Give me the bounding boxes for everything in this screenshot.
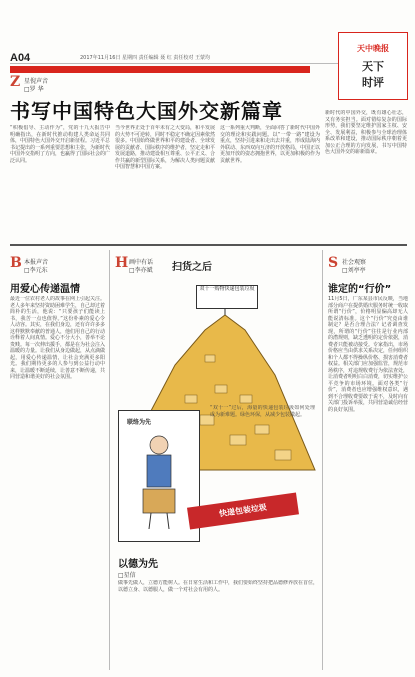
column-name: 星倪声音 <box>24 78 49 85</box>
middle-sub-body: 做事先做人，立德方能树人。在日常生活和工作中，我们要始终坚持把品德修养放在首位，以德立身、以德服人，做一个对社会有用的人。 <box>118 580 318 593</box>
right-column-letter: S <box>328 255 339 271</box>
author: □罗 华 <box>24 86 44 93</box>
main-headline: 书写中国特色大国外交新篇章 <box>10 99 283 123</box>
masthead-box <box>338 32 408 100</box>
left-column-letter: B <box>10 255 22 271</box>
right-headline: 谁定的“行价” <box>328 284 392 295</box>
middle-author: □李亦斌 <box>129 267 153 274</box>
right-divider <box>322 250 323 670</box>
main-body-col2: 当今世界正处于百年未有之大变局，和平发展的大势不可逆转，同时不稳定不确定因素依然很多。中国始终做世界和平的建设者、全球发展的贡献者、国际秩序的维护者，坚定走和平发展道路，推动建设相互尊重、公平正义、合作共赢的新型国际关系，为解决人类问题贡献中国智慧和中国方案。 <box>115 125 215 170</box>
package-box-banner: 快递包装垃圾 <box>187 492 299 529</box>
left-divider <box>109 250 110 670</box>
main-body-col1: “积极倡导、主动作为”，党的十九大报告中明确指出，在新时代推动构建人类命运共同体，中国特色大国外交开启新征程。习近平总书记提出的一系列重要思想和主张，为新时代中国外交指明了方向，也赢得了国际社会的广泛认同。 <box>10 125 110 164</box>
section-title-line1: 天下 <box>362 60 384 73</box>
person-with-package-illustration <box>129 431 189 531</box>
column-letter: Z <box>10 74 21 90</box>
cartoon-panel <box>118 410 200 542</box>
cartoon-caption: “双十一”过后，海量的快递包装垃圾如何处理成为新难题。绿色环保，从减少包装做起。 <box>210 405 315 418</box>
left-column-name: 本报声音 <box>24 259 49 266</box>
header-red-bar <box>10 66 310 73</box>
right-column-name: 社会观察 <box>342 259 367 266</box>
section-divider <box>10 244 407 246</box>
mini-label: 联络为先 <box>127 419 152 426</box>
middle-sub-headline: 以德为先 <box>118 559 158 570</box>
middle-column-letter: H <box>115 255 129 271</box>
middle-sub-author: □星信 <box>118 572 136 579</box>
page-number: A04 <box>10 52 31 64</box>
left-author: □李元东 <box>24 267 48 274</box>
main-body-col3: 这一系列重大判断，全面回答了新时代中国外交的理论和实践问题。以“一带一路”建设为重点，坚持引进来和走出去并重，形成陆海内外联动、东西双向互济的开放格局，中国正以更加开放的姿态拥抱世界，以更加积极的作为贡献世界。 <box>220 125 320 164</box>
right-body: 11月5日，广东某县市民反映，当地部分商户在提供婚庆服务时统一收取所谓“行价”，价格明显偏高却无人能说清标准。这个“行价”究竟由谁制定？是否合理合法？记者调查发现，所谓的“行价”往往是行业内部的潜规则，缺乏透明的定价依据，消费者只能被动接受。专家指出，市场价格应当由供求关系决定，任何组织和个人都不得操纵价格、损害消费者权益。相关部门应加强监管，规范市场秩序，对违规收费行为依法查处，让消费者明明白白消费，切实维护公平竞争的市场环境。面对各类“行价”，消费者也应增强维权意识，遇到不合理收费要敢于说不，及时向有关部门投诉举报，共同营造诚信经营的良好氛围。 <box>328 296 408 413</box>
cartoon-title: 扫货之后 <box>172 262 212 273</box>
issue-info: 2017年11月16日 星期四 责任编辑 聂 红 责任校对 王蒙均 <box>80 55 210 61</box>
mountain-sign: 双十一购物快递包装垃圾 <box>196 285 258 309</box>
section-title-line2: 时评 <box>362 76 384 89</box>
left-headline: 用爱心传递温情 <box>10 284 80 295</box>
left-body: 最近一位农村老人的故事在网上引起关注。老人多年来坚持资助困难学生，自己却过着简朴的生活，他说：“只要孩子们能读上书，我苦一点也值得。”这份朴素的爱心令人动容。其实，在我们身边，还有许许多多这样默默奉献的普通人，他们用自己的行动诠释着人间真情。爱心不分大小，善举不论贵贱。每一次伸出援手，都是在为社会注入温暖的力量。让我们从身边做起，从点滴做起，用爱心传递温情，让社会充满更多阳光。我们期待更多的人参与到公益行动中来，让温暖不断延续，让善意不断传递，共同营造和谐美好的社会氛围。 <box>10 296 105 380</box>
right-author: □刘亭亭 <box>342 267 366 274</box>
main-body-col4: 新时代的中国外交，既有雄心壮志，又有务实担当。面对错综复杂的国际形势，我们要坚定维护国家主权、安全、发展利益，积极参与全球治理体系改革和建设，推动国际秩序朝着更加公正合理的方向发展，书写中国特色大国外交的崭新篇章。 <box>325 110 407 155</box>
header-rule <box>10 63 345 64</box>
middle-column-name: 画中有话 <box>129 259 154 266</box>
newspaper-name: 天中晚报 <box>357 43 389 53</box>
